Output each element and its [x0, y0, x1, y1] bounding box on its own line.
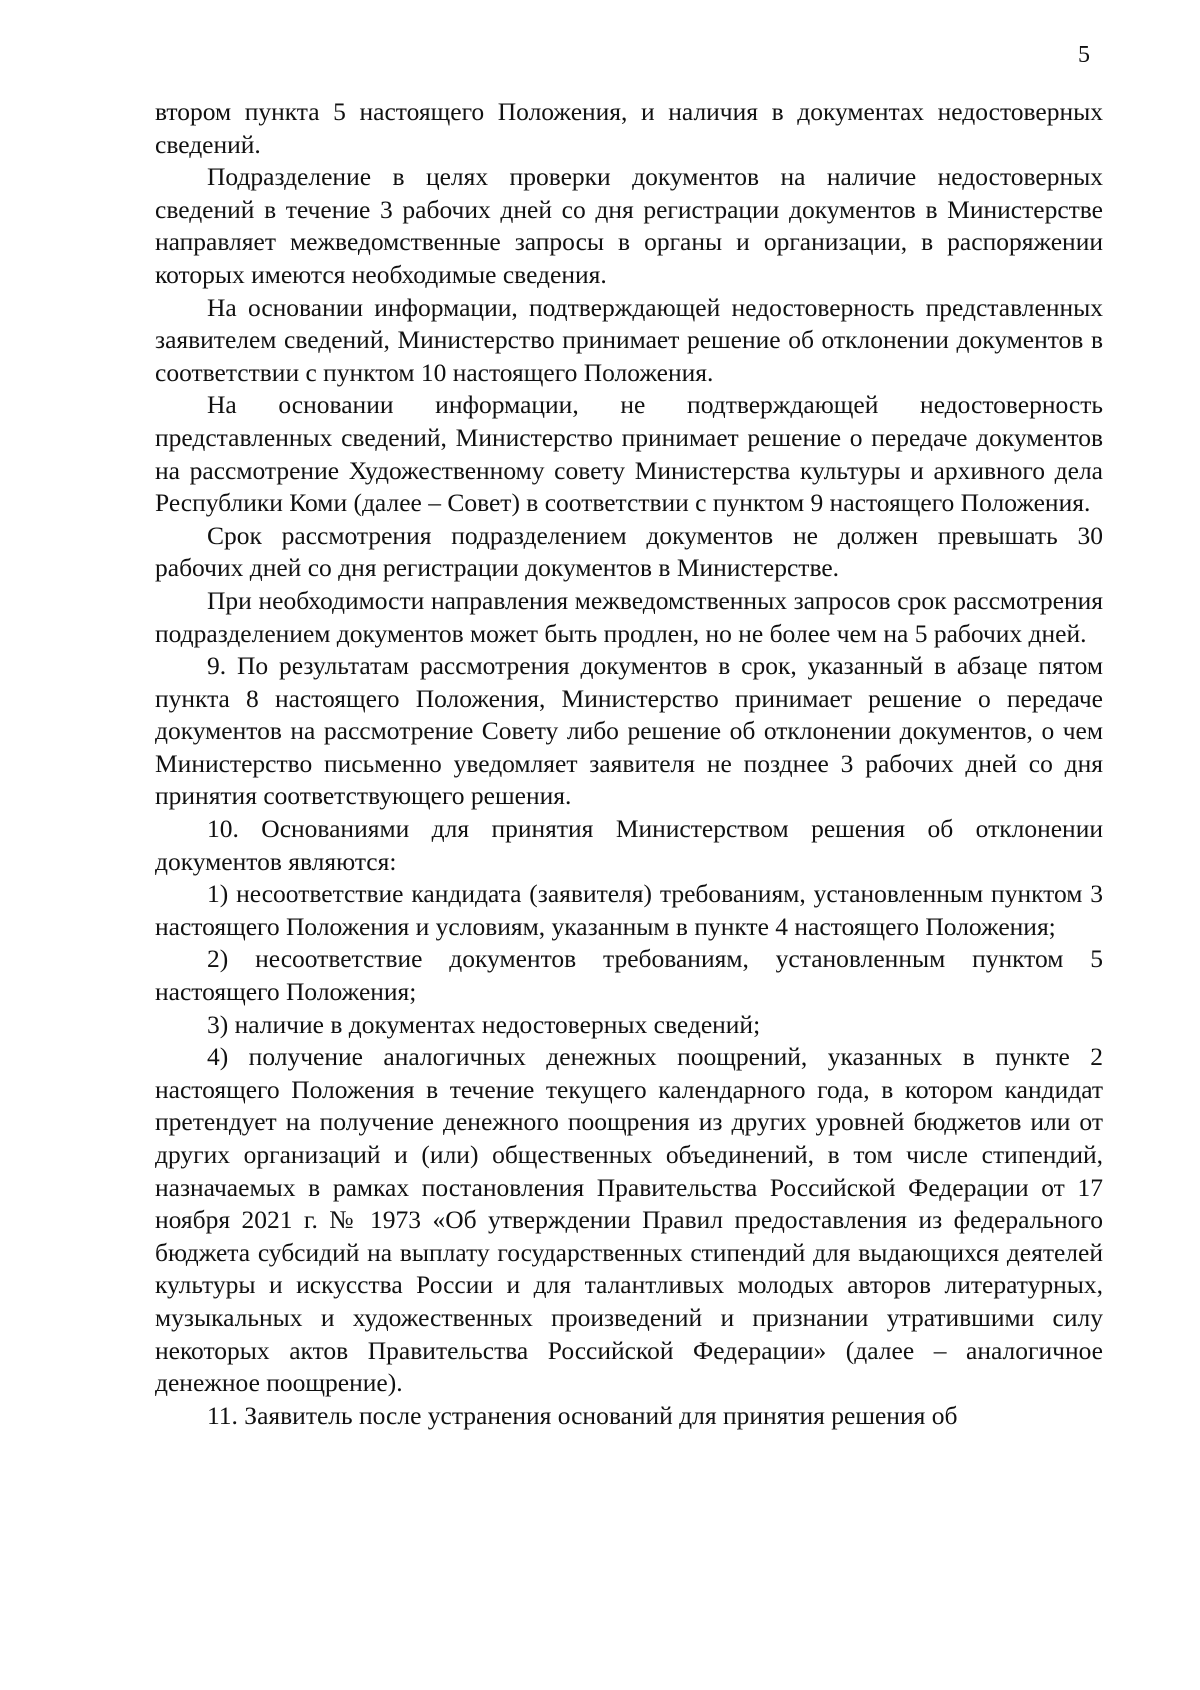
- page-number: 5: [1078, 42, 1090, 68]
- list-item-1: 1) несоответствие кандидата (заявителя) требованиям, установленным пунктом 3 настоящего Положения и условиям, указанным в пункте 4 настоящего Положения;: [155, 879, 1103, 941]
- paragraph-reliable-info: На основании информации, не подтверждающей недостоверность представленных сведений, Министерство принимает решение о передаче документов на рассмотрение Художественному совету Министерства культуры и архивного дела Республики Коми (далее – Совет) в соответствии с пунктом 9 настоящего Положения.: [155, 390, 1103, 518]
- paragraph-clause-10: 10. Основаниями для принятия Министерством решения об отклонении документов являются:: [155, 814, 1103, 876]
- document-body: [155, 96, 1103, 1432]
- paragraph-continuation: втором пункта 5 настоящего Положения, и наличия в документах недостоверных сведений.: [155, 97, 1103, 159]
- list-item-3: 3) наличие в документах недостоверных сведений;: [207, 1009, 761, 1039]
- paragraph-review-term: Срок рассмотрения подразделением документов не должен превышать 30 рабочих дней со дня регистрации документов в Министерстве.: [155, 520, 1103, 583]
- list-item-4: 4) получение аналогичных денежных поощрений, указанных в пункте 2 настоящего Положения в течение текущего календарного года, в котором кандидат претендует на получение денежного поощрения из других уровней бюджетов или от других организаций и (или) общественных объединений, в том числе стипендий, назначаемых в рамках постановления Правительства Российской Федерации от 17 ноября 2021 г. № 1973 «Об утверждении Правил предоставления из федерального бюджета субсидий на выплату государственных стипендий для выдающихся деятелей культуры и искусства России и для талантливых молодых авторов литературных, музыкальных и художественных произведений и признании утратившими силу некоторых актов Правительства Российской Федерации» (далее – аналогичное денежное поощрение).: [155, 1042, 1103, 1398]
- paragraph-interagency-requests: Подразделение в целях проверки документов на наличие недостоверных сведений в течение 3 рабочих дней со дня регистрации документов в Министерстве направляет межведомственные запросы в органы и организации, в распоряжении которых имеются необходимые сведения.: [155, 162, 1103, 289]
- paragraph-term-extension: При необходимости направления межведомственных запросов срок рассмотрения подразделением документов может быть продлен, но не более чем на 5 рабочих дней.: [155, 585, 1103, 648]
- list-item-2: 2) несоответствие документов требованиям, установленным пунктом 5 настоящего Положения;: [155, 944, 1103, 1007]
- paragraph-clause-11: 11. Заявитель после устранения оснований для принятия решения об: [207, 1400, 958, 1430]
- paragraph-unreliable-info: На основании информации, подтверждающей недостоверность представленных заявителем сведений, Министерство принимает решение об отклонении документов в соответствии с пунктом 10 настоящего Положения.: [155, 292, 1103, 387]
- paragraph-clause-9: 9. По результатам рассмотрения документов в срок, указанный в абзаце пятом пункта 8 настоящего Положения, Министерство принимает решение о передаче документов на рассмотрение Совету либо решение об отклонении документов, о чем Министерство письменно уведомляет заявителя не позднее 3 рабочих дней со дня принятия соответствующего решения.: [155, 651, 1103, 811]
